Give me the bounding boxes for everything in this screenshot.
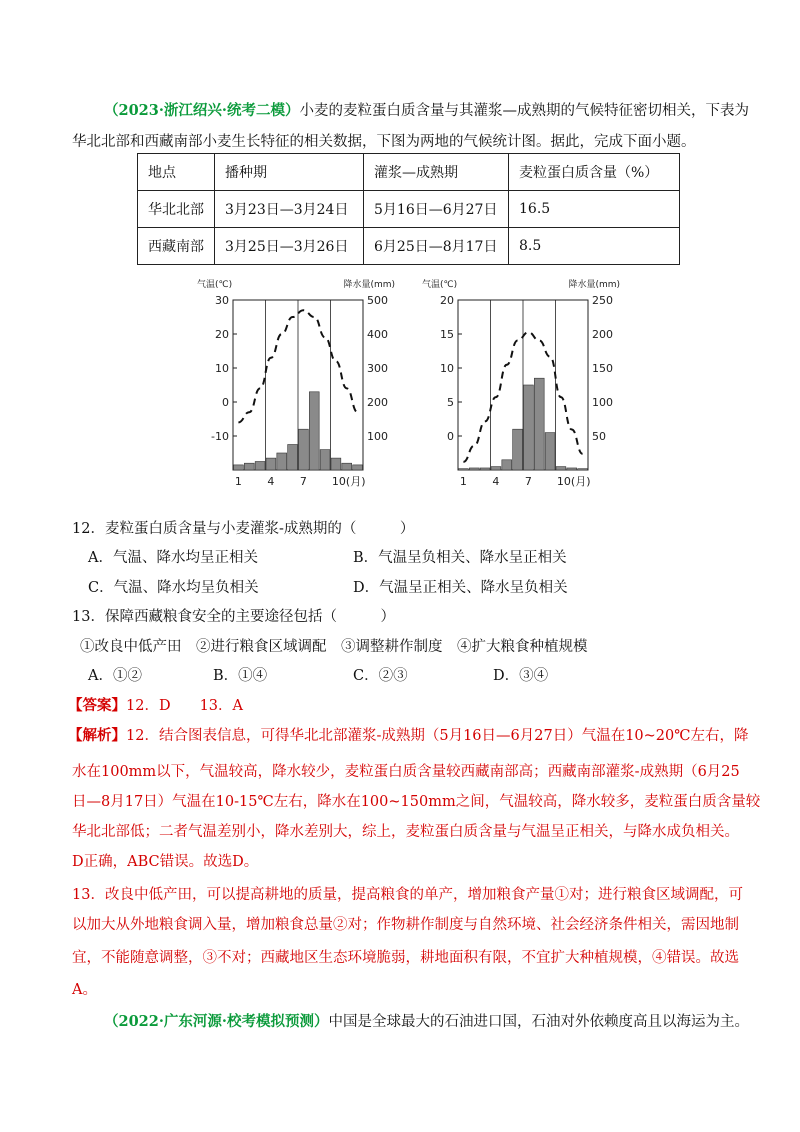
q13-option-c[interactable]: C．②③ (353, 668, 408, 684)
precip-bar (288, 445, 298, 471)
precip-bar (342, 463, 352, 470)
intro-line-2: 华北北部和西藏南部小麦生长特征的相关数据，下图为两地的气候统计图。据此，完成下面小题。 (72, 134, 696, 150)
temp-tick-label: 20 (215, 328, 229, 341)
table-header: 麦粒蛋白质含量（%） (509, 154, 680, 191)
precip-bar (534, 378, 544, 470)
analysis-line-2: 水在100mm以下，气温较高，降水较少，麦粒蛋白质含量较西藏南部高；西藏南部灌浆-成熟期（6月25 (72, 764, 740, 780)
precip-tick-label: 100 (592, 396, 613, 409)
precip-bar (502, 460, 512, 470)
left-axis-label: 气温(℃) (197, 280, 233, 290)
temp-tick-label: 20 (440, 294, 454, 307)
precip-bar (234, 465, 244, 470)
precip-tick-label: 150 (592, 362, 613, 375)
table-header-row (138, 154, 680, 191)
q13-items: ①改良中低产田 ②进行粮食区域调配 ③调整耕作制度 ④扩大粮食种植规模 (80, 639, 588, 655)
q13-option-a[interactable]: A．①② (88, 668, 142, 684)
precip-tick-label: 250 (592, 294, 613, 307)
intro-text-1: 小麦的麦粒蛋白质含量与其灌浆—成熟期的气候特征密切相关，下表为 (299, 103, 749, 119)
precip-bar (480, 468, 490, 470)
next-question-line (104, 1010, 749, 1031)
precip-tick-label: 50 (592, 430, 606, 443)
table-cell: 华北北部 (138, 191, 215, 228)
table-header: 灌浆—成熟期 (364, 154, 509, 191)
x-tick-label: 10(月) (556, 475, 591, 488)
precip-bar (556, 467, 566, 470)
analysis-line-9: A。 (72, 982, 97, 998)
precip-bar (513, 429, 523, 470)
precip-bar (459, 469, 469, 470)
q12-option-a[interactable]: A．气温、降水均呈正相关 (88, 550, 258, 566)
analysis-line-4: 华北北部低；二者气温差别小，降水差别大，综上，麦粒蛋白质含量与气温呈正相关，与降水成负相关。 (72, 824, 739, 840)
precip-tick-label: 500 (367, 294, 388, 307)
table-row (138, 191, 680, 228)
precip-bar (255, 462, 265, 471)
precip-bar (524, 385, 534, 470)
table-row (138, 228, 680, 265)
table-cell: 3月23日—3月24日 (215, 191, 364, 228)
precip-tick-label: 200 (592, 328, 613, 341)
precip-tick-label: 400 (367, 328, 388, 341)
analysis-line-3: 日—8月17日）气温在10-15℃左右，降水在100~150mm之间，气温较高，降水较多，麦粒蛋白质含量较 (72, 794, 761, 810)
precip-bar (277, 453, 287, 470)
precip-bar (244, 463, 254, 470)
precip-bar (545, 433, 555, 470)
q13-option-d[interactable]: D．③④ (493, 668, 549, 684)
q13-stem: 13．保障西藏粮食安全的主要途径包括（ ） (72, 609, 395, 625)
precip-bar (266, 458, 276, 470)
answer-tag: 【答案】 (68, 697, 126, 714)
intro-line-1 (104, 99, 749, 120)
temp-tick-label: 0 (222, 396, 229, 409)
q12-option-d[interactable]: D．气温呈正相关、降水呈负相关 (353, 580, 568, 596)
table-cell: 西藏南部 (138, 228, 215, 265)
temp-tick-label: 15 (440, 328, 454, 341)
x-tick-label: 4 (267, 475, 275, 488)
precip-tick-label: 300 (367, 362, 388, 375)
precip-bar (491, 467, 501, 470)
question-source: （2023·浙江绍兴·统考二模） (104, 102, 300, 119)
precip-tick-label: 200 (367, 396, 388, 409)
temp-tick-label: 30 (215, 294, 229, 307)
x-tick-label: 7 (524, 475, 532, 488)
right-axis-label: 降水量(mm) (568, 280, 620, 290)
precip-bar (309, 392, 319, 470)
wheat-data-table (137, 153, 680, 265)
table-header: 地点 (138, 154, 215, 191)
precip-bar (299, 429, 309, 470)
answer-line (68, 694, 243, 715)
table-cell: 3月25日—3月26日 (215, 228, 364, 265)
analysis-line-7: 以加大从外地粮食调入量，增加粮食总量②对；作物耕作制度与自然环境、社会经济条件相关，需因地制 (72, 917, 739, 933)
q12-stem: 12．麦粒蛋白质含量与小麦灌浆-成熟期的（ ） (72, 521, 415, 537)
x-tick-label: 10(月) (331, 475, 366, 488)
analysis-line-1 (68, 724, 748, 745)
analysis-tag: 【解析】 (68, 727, 126, 744)
x-tick-label: 7 (299, 475, 307, 488)
table-cell: 16.5 (509, 191, 680, 228)
precip-tick-label: 100 (367, 430, 388, 443)
answer-text: 12．D 13．A (126, 698, 243, 714)
left-axis-label: 气温(℃) (422, 280, 458, 290)
precip-bar (578, 469, 588, 470)
analysis-line-6: 13．改良中低产田，可以提高耕地的质量，提高粮食的单产，增加粮食产量①对；进行粮食区域调配，可 (72, 887, 743, 903)
temp-tick-label: -10 (211, 430, 229, 443)
table-cell: 6月25日—8月17日 (364, 228, 509, 265)
analysis-line-5: D正确，ABC错误。故选D。 (72, 854, 259, 870)
x-tick-label: 1 (234, 475, 242, 488)
analysis-line-8: 宜，不能随意调整，③不对；西藏地区生态环境脆弱，耕地面积有限，不宜扩大种植规模，④错误。故选 (72, 950, 739, 966)
table-cell: 5月16日—6月27日 (364, 191, 509, 228)
table-cell: 8.5 (509, 228, 680, 265)
table-header: 播种期 (215, 154, 364, 191)
temp-tick-label: 10 (215, 362, 229, 375)
temp-tick-label: 0 (447, 430, 454, 443)
climate-chart-north-china (195, 275, 395, 490)
climate-chart-tibet (420, 275, 620, 490)
analysis-text-1: 12．结合图表信息，可得华北北部灌浆-成熟期（5月16日—6月27日）气温在10~20℃左右，降 (126, 728, 749, 744)
x-tick-label: 4 (492, 475, 500, 488)
temp-tick-label: 5 (447, 396, 454, 409)
next-question-text: 中国是全球最大的石油进口国，石油对外依赖度高且以海运为主。 (328, 1014, 749, 1030)
right-axis-label: 降水量(mm) (343, 280, 395, 290)
precip-bar (320, 450, 330, 470)
precip-bar (567, 468, 577, 470)
temp-tick-label: 10 (440, 362, 454, 375)
q13-option-b[interactable]: B．①④ (213, 668, 268, 684)
q12-option-c[interactable]: C．气温、降水均呈负相关 (88, 580, 259, 596)
precip-bar (469, 468, 479, 470)
precip-bar (353, 465, 363, 470)
x-tick-label: 1 (459, 475, 467, 488)
next-question-source: （2022·广东河源·校考模拟预测） (104, 1013, 329, 1030)
q12-option-b[interactable]: B．气温呈负相关、降水呈正相关 (353, 550, 567, 566)
precip-bar (331, 458, 341, 470)
